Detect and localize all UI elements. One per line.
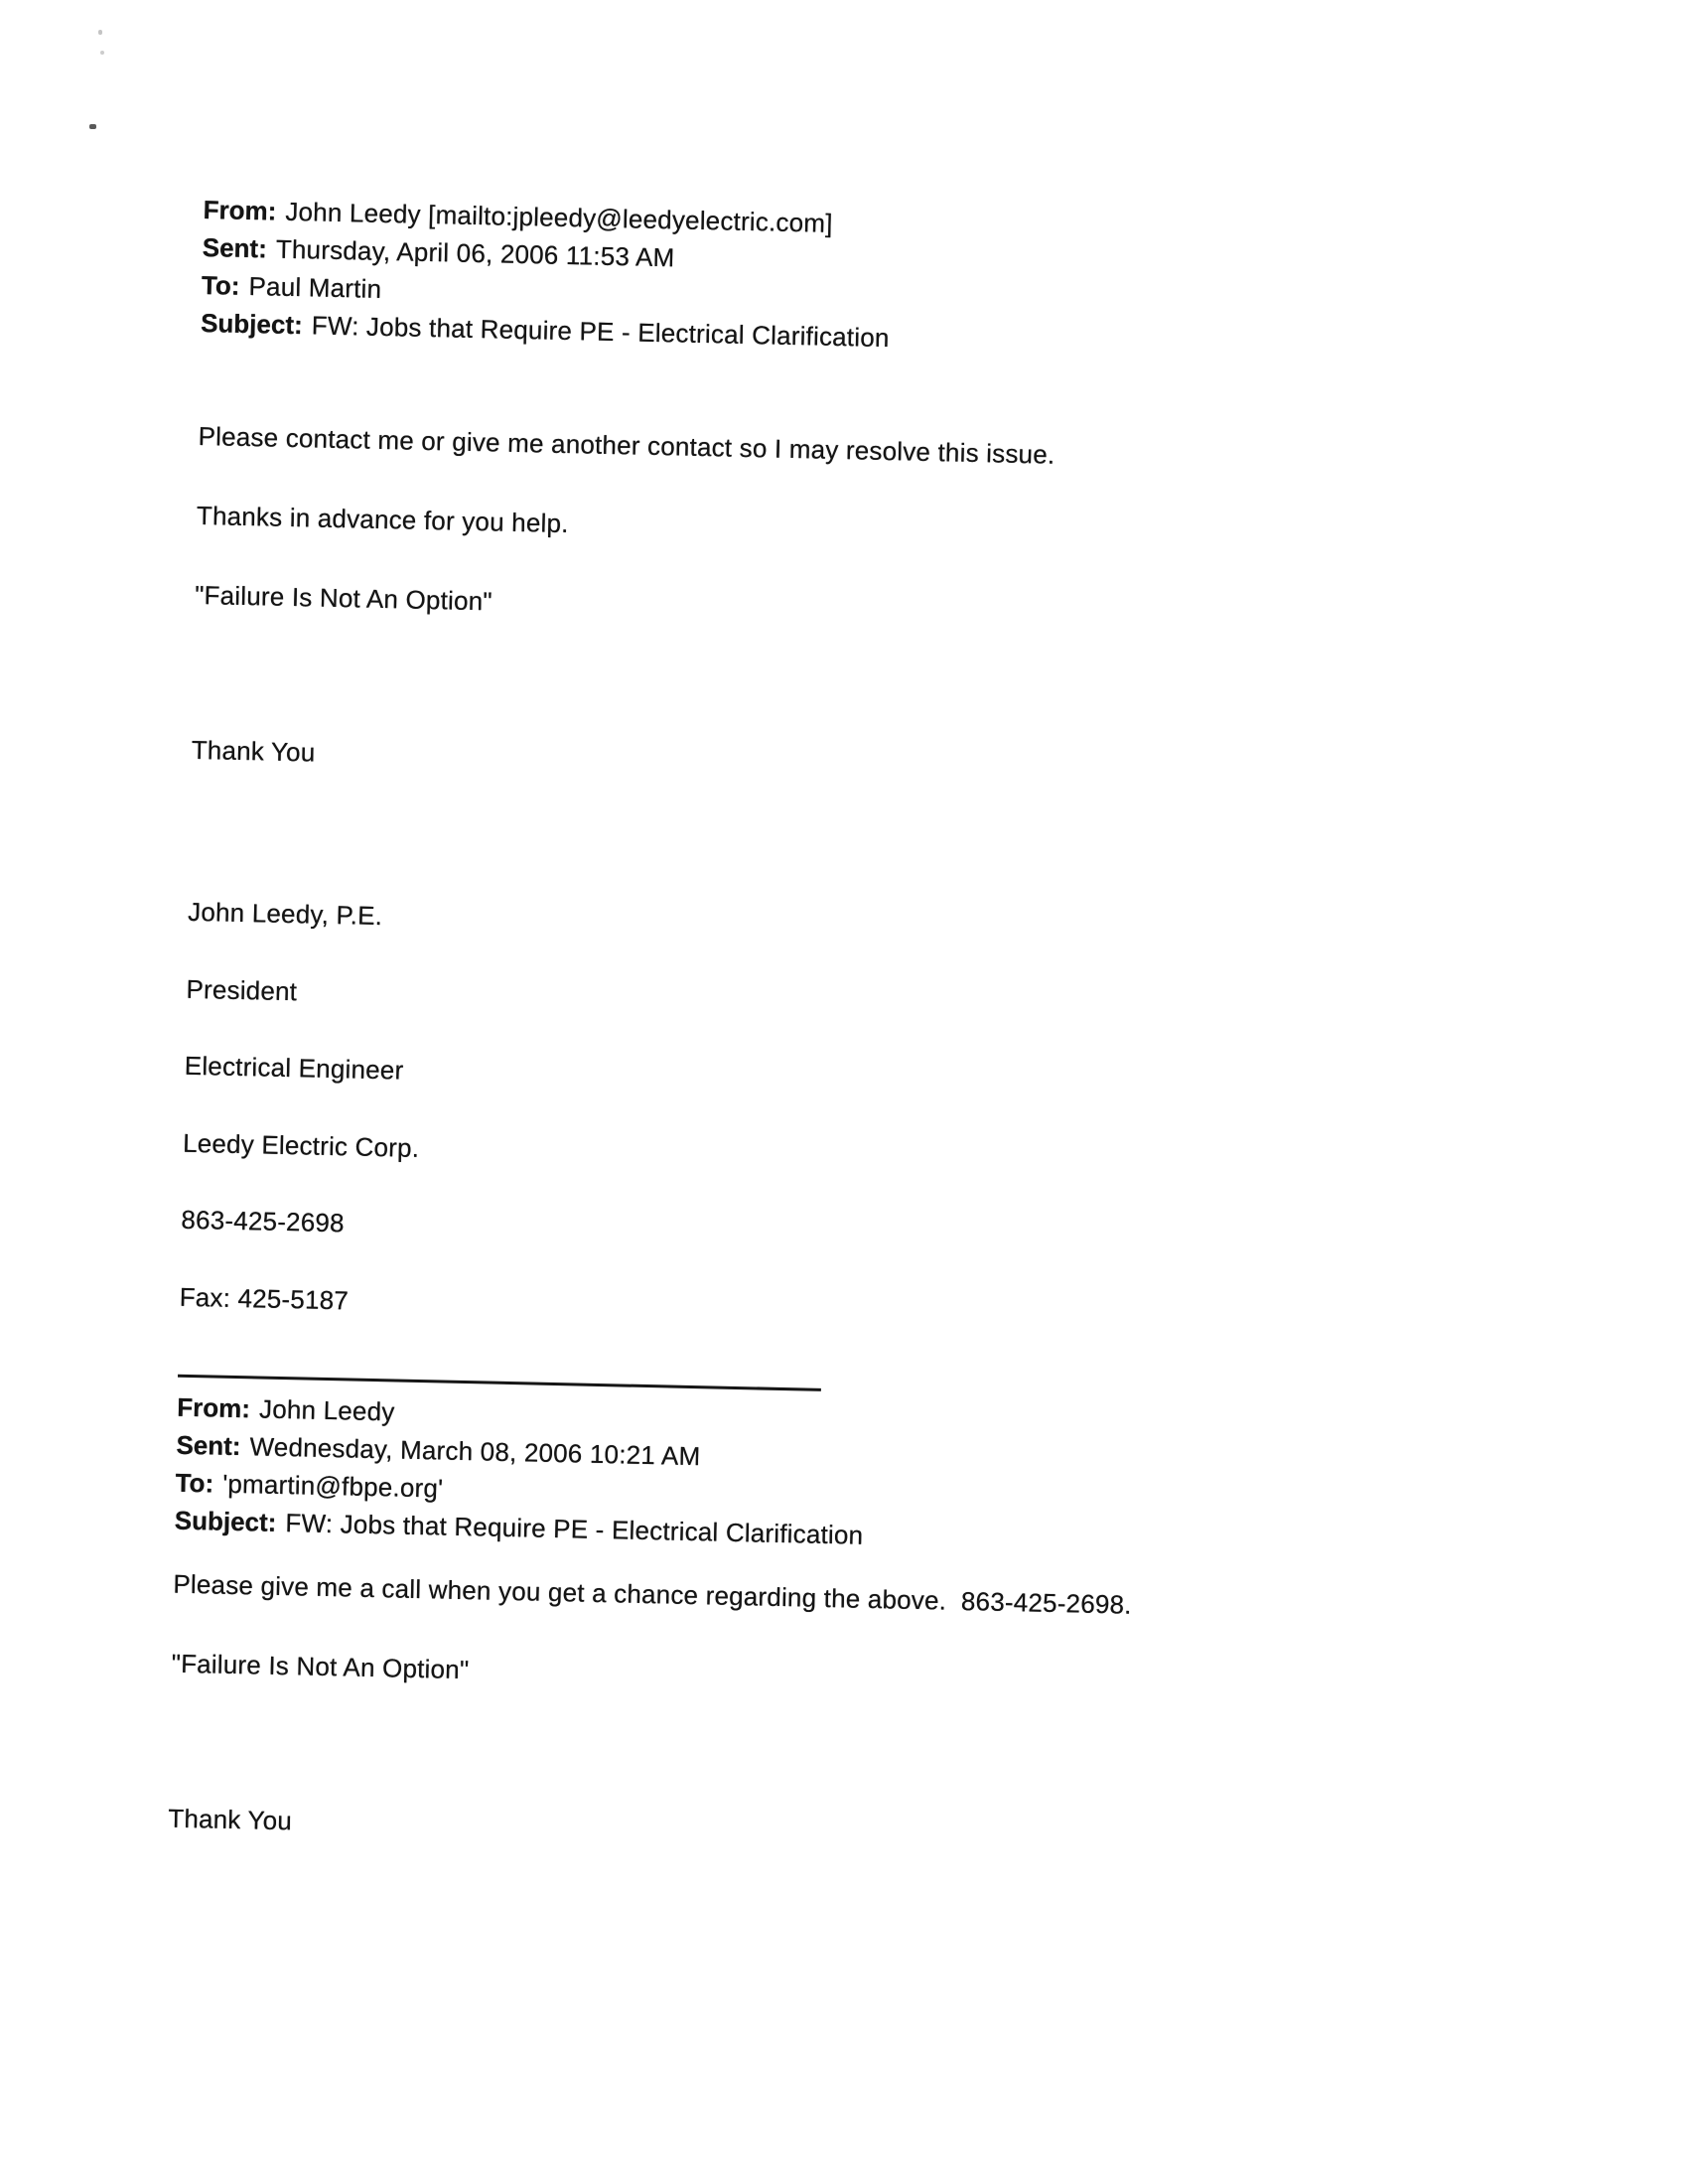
signature-name: John Leedy, P.E. [187,896,383,932]
from-label: From: [203,194,277,226]
from-label: From: [177,1391,251,1424]
to-value: 'pmartin@fbpe.org' [221,1468,444,1504]
email1-body-paragraph: Please contact me or give me another contact so I may resolve this issue. [198,420,1055,470]
signature-company: Leedy Electric Corp. [182,1127,420,1163]
subject-value: FW: Jobs that Require PE - Electrical Clarification [285,1508,864,1550]
email2-body-thankyou: Thank You [167,1803,293,1836]
email1-header-block [201,191,893,357]
sent-value: Thursday, April 06, 2006 11:53 AM [275,233,675,273]
sent-label: Sent: [202,231,268,264]
signature-fax: Fax: 425-5187 [179,1281,350,1316]
signature-title: President [186,973,298,1007]
quoted-email-divider [178,1375,821,1391]
signature-profession: Electrical Engineer [184,1050,404,1086]
to-label: To: [175,1467,214,1499]
subject-value: FW: Jobs that Require PE - Electrical Clarification [311,310,890,354]
subject-label: Subject: [174,1505,277,1537]
sent-value: Wednesday, March 08, 2006 10:21 AM [249,1431,701,1472]
email1-body-paragraph: Thanks in advance for you help. [196,500,569,539]
email2-body-quote: "Failure Is Not An Option" [171,1648,470,1685]
email1-body-thankyou: Thank You [191,734,316,768]
email2-body-paragraph: Please give me a call when you get a chance regarding the above. 863-425-2698. [173,1568,1132,1620]
signature-phone: 863-425-2698 [181,1204,346,1238]
email2-header-block [174,1388,866,1554]
to-value: Paul Martin [248,271,382,304]
from-value: John Leedy [258,1393,395,1427]
email1-body-quote: "Failure Is Not An Option" [194,579,493,617]
sent-label: Sent: [176,1429,241,1462]
from-value: John Leedy [mailto:jpleedy@leedyelectric.com] [285,196,833,238]
subject-label: Subject: [200,307,304,341]
to-label: To: [201,269,240,301]
